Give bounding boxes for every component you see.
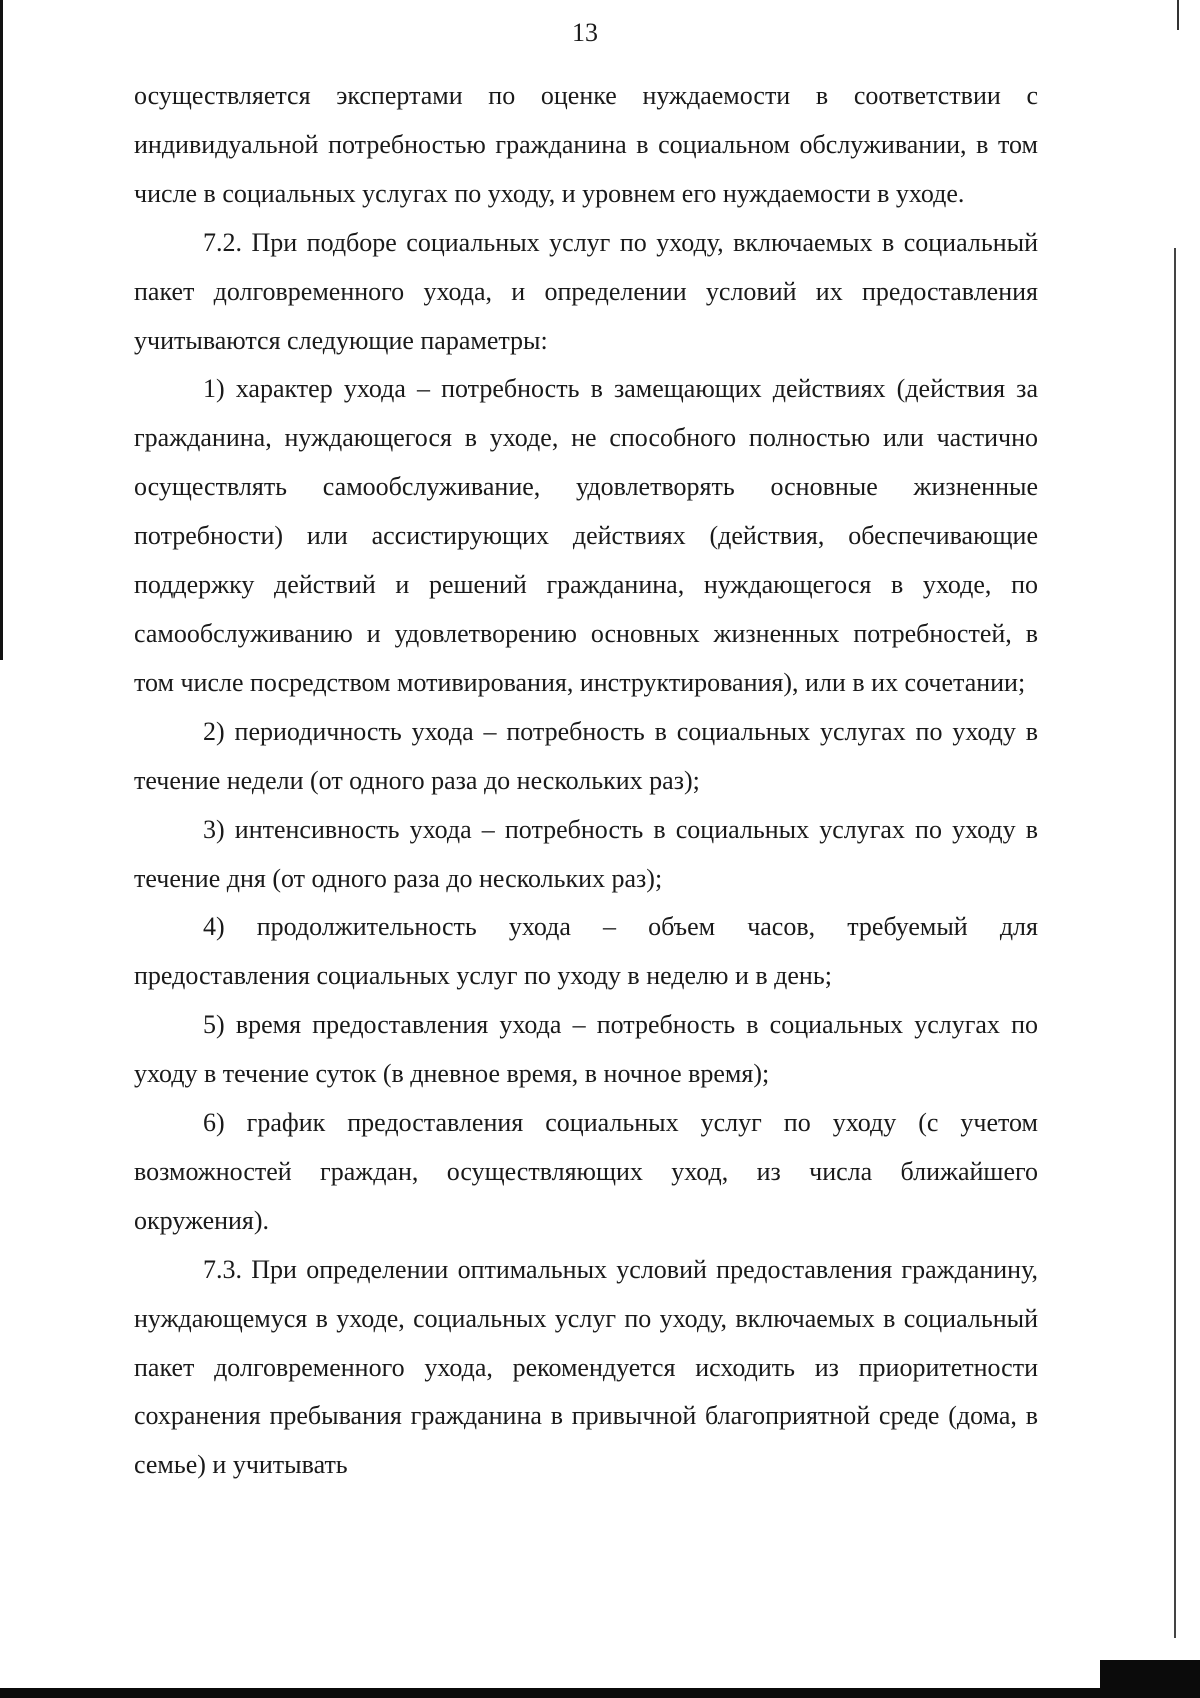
list-item-5: 5) время предоставления ухода – потребность в социальных услугах по уходу в течение суток (в дневное время, в ночное время); [134, 1010, 1038, 1089]
list-item-1: 1) характер ухода – потребность в замещающих действиях (действия за гражданина, нуждающегося в уходе, не способного полностью или частично осуществлять самообслуживание, удовлетворять основные жизненные потребности) или ассистирующих действиях (действия, обеспечивающие поддержку действий и решений гражданина, нуждающегося в уходе, по самообслуживанию и удовлетворению основных жизненных потребностей, в том числе посредством мотивирования, инструктирования), или в их сочетании; [134, 374, 1038, 697]
page-number: 13 [572, 18, 598, 47]
scan-bottom-right-shadow [1100, 1660, 1200, 1698]
document-body [134, 72, 1038, 1490]
list-item-3: 3) интенсивность ухода – потребность в социальных услугах по уходу в течение дня (от одного раза до нескольких раз); [134, 814, 1038, 893]
paragraph-continuation: осуществляется экспертами по оценке нуждаемости в соответствии с индивидуальной потребностью гражданина в социальном обслуживании, в том числе в социальных услугах по уходу, и уровнем его нуждаемости в уходе. [134, 81, 1038, 208]
paragraph-7-2: 7.2. При подборе социальных услуг по уходу, включаемых в социальный пакет долговременного ухода, и определении условий их предоставления учитываются следующие параметры: [134, 227, 1038, 355]
list-item-6: 6) график предоставления социальных услуг по уходу (с учетом возможностей граждан, осуществляющих уход, из числа ближайшего окружения). [134, 1108, 1038, 1235]
scan-right-edge-mark [1174, 248, 1176, 1638]
list-item-4: 4) продолжительность ухода – объем часов, требуемый для предоставления социальных услуг по уходу в неделю и в день; [134, 912, 1038, 991]
scan-left-edge-mark [0, 0, 3, 660]
list-item-2: 2) периодичность ухода – потребность в социальных услугах по уходу в течение недели (от одного раза до нескольких раз); [134, 716, 1038, 795]
scan-right-edge-mark-top [1177, 0, 1179, 30]
scan-bottom-edge-band [0, 1688, 1200, 1698]
paragraph-7-3: 7.3. При определении оптимальных условий предоставления гражданину, нуждающемуся в уходе, социальных услуг по уходу, включаемых в социальный пакет долговременного ухода, рекомендуется исходить из приоритетности сохранения пребывания гражданина в привычной благоприятной среде (дома, в семье) и учитывать [134, 1254, 1038, 1480]
